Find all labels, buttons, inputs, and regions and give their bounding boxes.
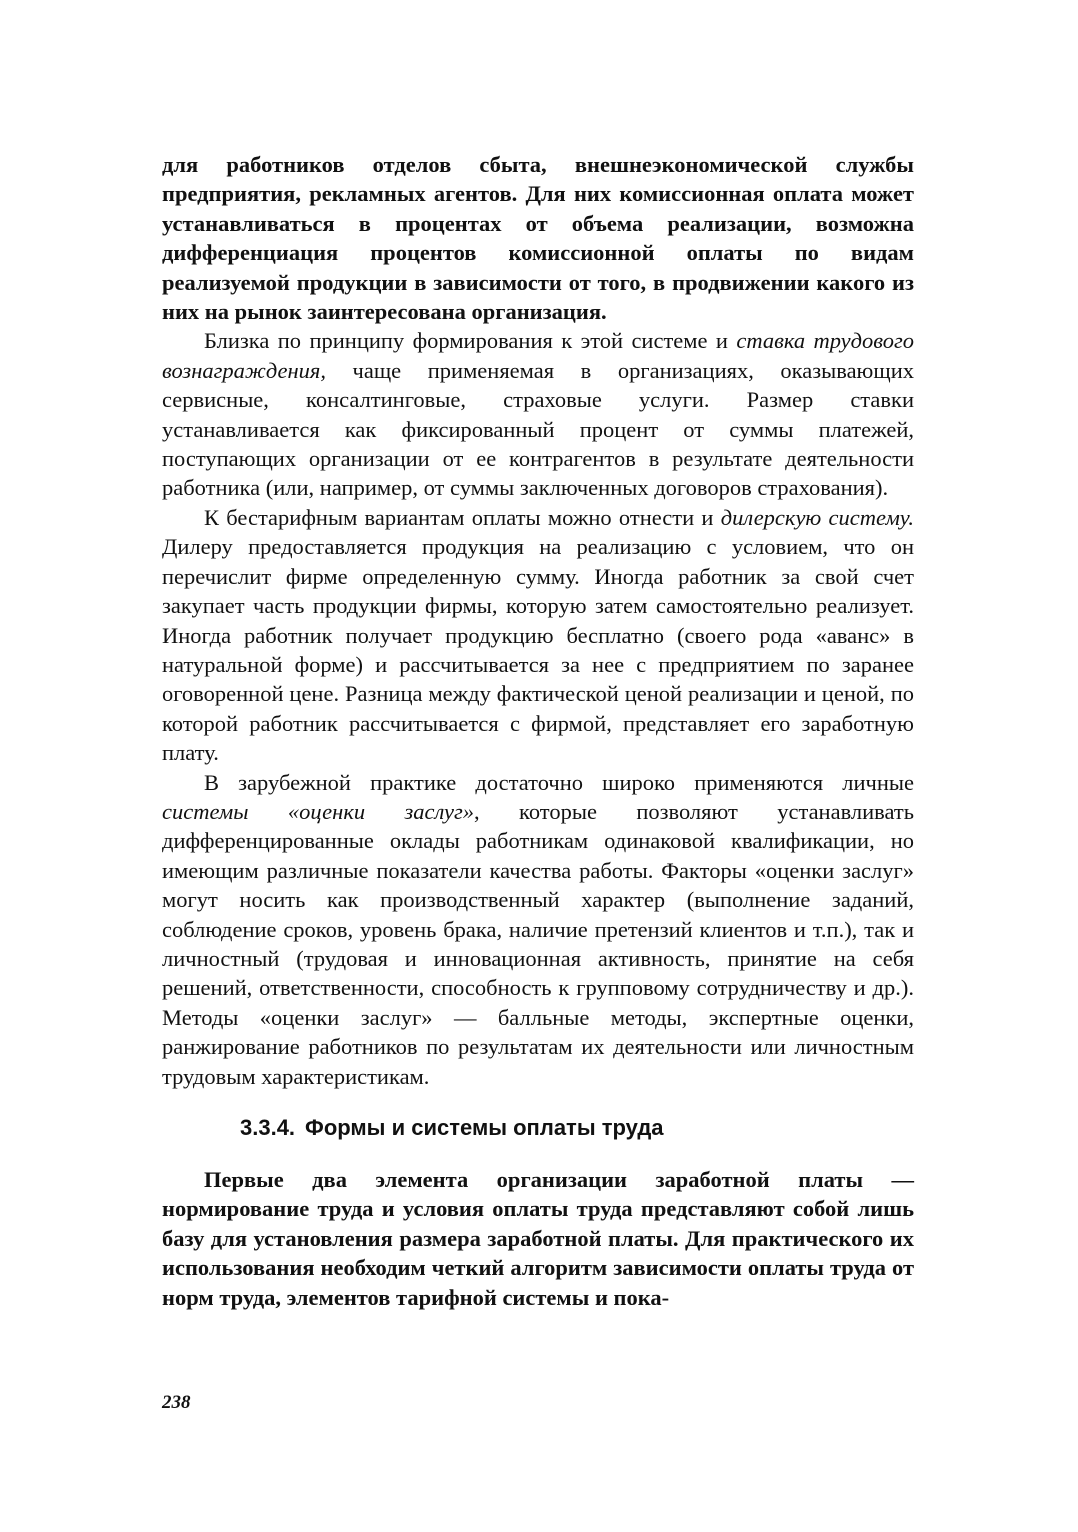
italic-term: системы «оценки заслуг» (162, 798, 475, 824)
section-number: 3.3.4. (240, 1115, 296, 1140)
section-title: Формы и системы оплаты труда (305, 1115, 664, 1140)
paragraph-text: , которые позволяют устанавливать дифференцированные оклады работникам одинаковой квалификации, но имеющим различные показатели качества работы. Факторы «оценки заслуг» могут носить как производственный характер (выполнение заданий, соблюдение сроков, уровень брака, наличие претензий клиентов и т.п.), так и личностный (трудовая и инновационная активность, принятие на себя решений, ответственности, способность к групповому сотрудничеству и др.). Методы «оценки заслуг» — балльные методы, экспертные оценки, ранжирование работников по результатам их деятельности или личностным трудовым характеристикам. (162, 798, 915, 1089)
paragraph-text: К бестарифным вариантам оплаты можно отнести и (204, 504, 721, 530)
italic-term: ставка трудового вознаграждения, (162, 328, 914, 383)
paragraph-text: Первые два элемента организации заработной платы — нормирование труда и условия оплаты труда представляют собой лишь базу для установления размера заработной платы. Для практического их использования необходим четкий алгоритм зависимости оплаты труда от норм труда, элементов тарифной системы и пока- (162, 1167, 914, 1310)
paragraph-text: Дилеру предоставляется продукция на реализацию с условием, что он перечислит фирме определенную сумму. Иногда работник за свой счет закупает часть продукции фирмы, которую затем самостоятельно реализует. Иногда работник получает продукцию бесплатно (своего рода «аванс» в натуральной форме) и рассчитывается за нее с предприятием по заранее оговоренной цене. Разница между фактической ценой реализации и ценой, по которой работник рассчитывается с фирмой, представляет его заработную плату. (162, 534, 914, 766)
paragraph-dealer-system (162, 503, 914, 768)
paragraph-reward-rate (162, 326, 914, 502)
page-number: 238 (162, 1392, 191, 1413)
paragraph-commission (162, 150, 914, 326)
page-body (162, 150, 914, 1312)
paragraph-text: Близка по принципу формирования к этой системе и (204, 328, 737, 354)
paragraph-text: для работников отделов сбыта, внешнеэкономической службы предприятия, рекламных агентов. Для них комиссионная оплата может устанавливаться в процентах от объема реализации, возможна дифференциация процентов комиссионной оплаты по видам реализуемой продукции в зависимости от того, в продвижении какого из них на рынок заинтересована организация. (162, 152, 914, 325)
section-intro-paragraph (162, 1165, 914, 1312)
paragraph-text: В зарубежной практике достаточно широко применяются личные (204, 769, 914, 795)
paragraph-merit-rating (162, 768, 914, 1091)
italic-term: дилерскую систему. (720, 504, 914, 530)
section-heading (240, 1113, 914, 1143)
paragraph-text: чаще применяемая в организациях, оказывающих сервисные, консалтинговые, страховые услуги. Размер ставки устанавливается как фиксированный процент от суммы платежей, поступающих организации от ее контрагентов в результате деятельности работника (или, например, от суммы заключенных договоров страхования). (162, 357, 914, 501)
